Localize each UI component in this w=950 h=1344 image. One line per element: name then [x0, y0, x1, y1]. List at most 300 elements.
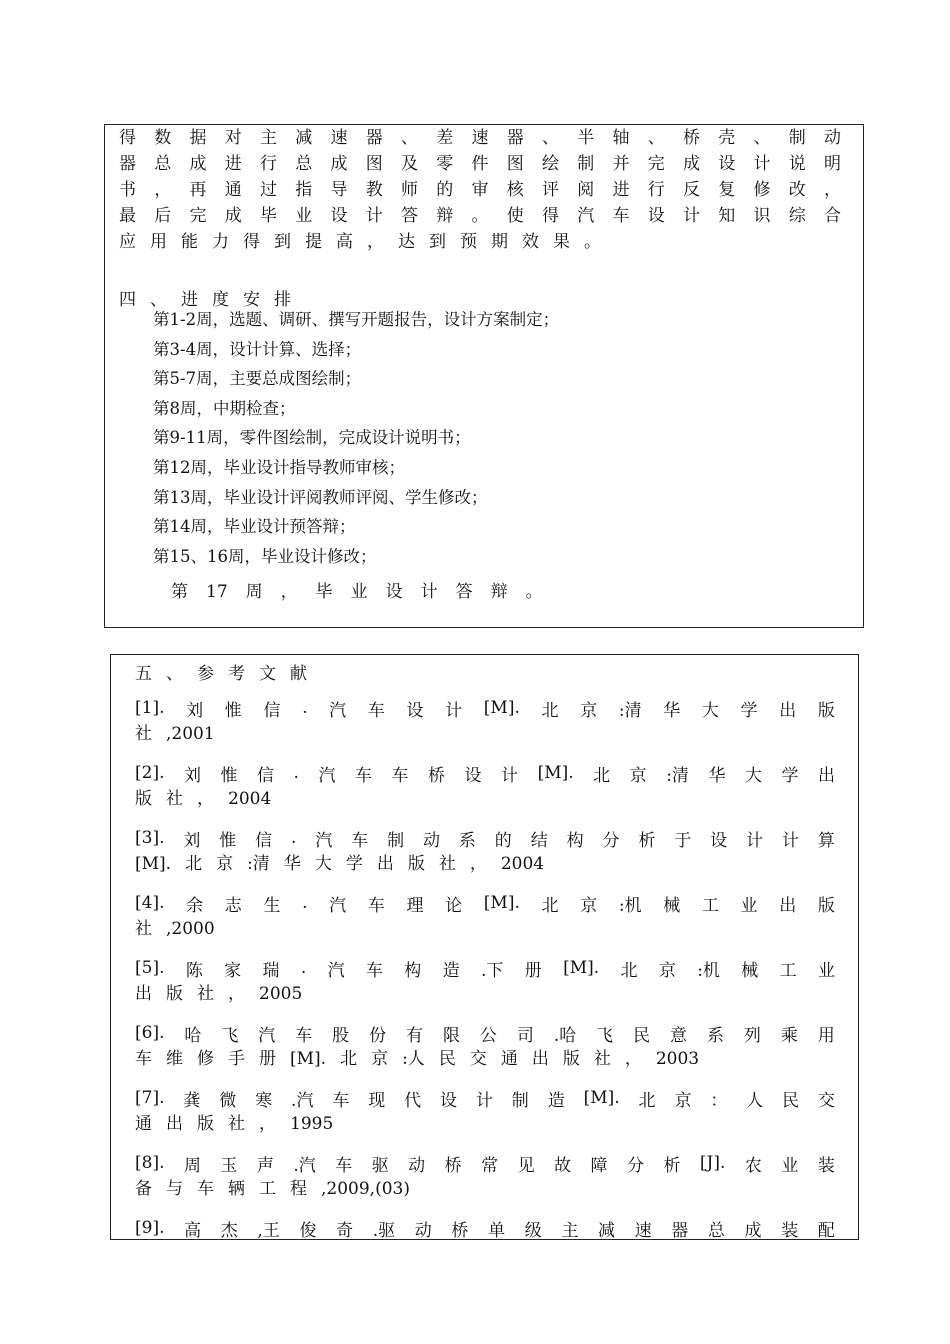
text-token: 速	[471, 128, 489, 148]
text-token: 出	[166, 1114, 183, 1134]
text-token: 车	[135, 1049, 152, 1069]
text-token: 乘	[780, 1025, 798, 1046]
text-token: 京	[580, 700, 598, 721]
text-token: 1995	[290, 1114, 334, 1134]
text-token: 工	[259, 1179, 276, 1199]
text-token: 2004	[228, 789, 272, 809]
text-token: 成	[189, 154, 207, 174]
text-token: 业	[295, 206, 313, 226]
text-token: 计	[683, 206, 700, 226]
reference-line	[135, 916, 835, 942]
text-token: 学	[740, 700, 758, 721]
reference-line	[135, 1020, 835, 1046]
text-token: [J].	[699, 1153, 726, 1173]
reference-line	[135, 1111, 835, 1137]
text-token: 得	[119, 128, 136, 148]
reference-line	[135, 695, 835, 721]
text-token: 京	[629, 765, 647, 786]
text-token: 华	[663, 700, 681, 721]
text-token: 完	[647, 154, 665, 174]
text-token: 系	[706, 1025, 724, 1046]
reference-line	[135, 851, 835, 877]
text-token: 手	[228, 1049, 245, 1069]
text-token: 陈	[185, 960, 203, 981]
reference-line	[135, 786, 835, 812]
reference-item	[135, 955, 835, 1007]
text-token: ，	[154, 180, 172, 200]
text-token: 预	[460, 232, 477, 252]
text-token: ,王	[257, 1220, 280, 1240]
text-token: 械	[663, 895, 681, 916]
text-token: ,2009,(03)	[321, 1179, 410, 1199]
text-token: 成	[224, 206, 242, 226]
text-token: 人	[746, 1090, 764, 1111]
text-token: [4].	[135, 893, 165, 913]
text-token: 玉	[220, 1155, 238, 1176]
text-token: 册	[524, 960, 542, 981]
text-token: 绘	[542, 154, 559, 174]
text-token: 辩	[436, 206, 454, 226]
text-token: 汽	[577, 206, 595, 226]
text-token: 轴	[612, 128, 630, 148]
text-token: .汽	[293, 1155, 316, 1176]
reference-line	[135, 981, 835, 1007]
text-token: 造	[442, 960, 460, 981]
text-token: 刘	[184, 765, 201, 786]
text-token: 动	[423, 830, 441, 851]
text-token: ，	[259, 1114, 276, 1134]
text-token: 行	[260, 154, 277, 174]
text-token: 出	[376, 854, 394, 874]
intro-line	[119, 151, 841, 177]
text-token: 民	[633, 1025, 651, 1046]
text-token: 装	[781, 1220, 799, 1240]
text-token: 力	[212, 232, 229, 252]
text-token: 总	[707, 1220, 725, 1240]
text-token: 核	[506, 180, 524, 200]
text-token: 公	[479, 1025, 497, 1046]
schedule-item: 第1-2周，选题、调研、撰写开题报告，设计方案制定；	[153, 310, 560, 329]
text-token: [M].	[537, 763, 574, 783]
schedule-item: 第9-11周，零件图绘制，完成设计说明书；	[153, 428, 471, 448]
text-token: 大	[701, 700, 719, 721]
reference-item	[135, 1085, 835, 1137]
reference-line	[135, 1046, 835, 1072]
text-token: 、	[401, 128, 418, 148]
text-token: 奇	[336, 1220, 354, 1240]
text-token: ，	[469, 854, 487, 874]
text-token: 辆	[228, 1179, 245, 1199]
text-token: 、	[542, 128, 559, 148]
text-token: 用	[150, 232, 167, 252]
text-token: 书	[119, 180, 136, 200]
text-token: 社	[166, 789, 183, 809]
text-token: 股	[332, 1025, 350, 1046]
text-token: 障	[590, 1155, 608, 1176]
text-token: 答	[455, 582, 473, 602]
text-token: 北	[541, 700, 559, 721]
text-token: ，	[280, 582, 298, 602]
text-token: 刘	[186, 700, 204, 721]
text-token: 华	[708, 765, 726, 786]
text-token: 修	[197, 1049, 214, 1069]
text-token: 民	[438, 1049, 456, 1069]
text-token: 知	[718, 206, 736, 226]
reference-line	[135, 1176, 835, 1202]
text-token: 制	[511, 1090, 529, 1111]
text-token: 周	[245, 582, 263, 602]
text-token: 桥	[428, 765, 446, 786]
text-token: 数	[154, 128, 172, 148]
text-token: .	[291, 828, 297, 848]
text-token: 车	[335, 1155, 353, 1176]
text-token: 高	[184, 1220, 202, 1240]
text-token: 计	[475, 1090, 493, 1111]
text-token: 杰	[220, 1220, 238, 1240]
text-token: 与	[166, 1179, 183, 1199]
reference-line	[135, 721, 835, 747]
text-token: 交	[818, 1090, 835, 1111]
text-token: 汽	[258, 1025, 276, 1046]
text-token: 社	[197, 984, 214, 1004]
text-token: 17	[206, 582, 228, 602]
schedule-item: 第12周，毕业设计指导教师审核；	[153, 457, 405, 477]
text-token: 理	[406, 895, 424, 916]
schedule-item: 第13周，毕业设计评阅教师评阅、学生修改；	[153, 487, 488, 507]
text-token: .哈	[553, 1025, 577, 1046]
text-token: [9].	[135, 1218, 165, 1238]
text-token: 进	[224, 154, 242, 174]
text-token: 教	[365, 180, 383, 200]
text-token: 出	[817, 765, 835, 786]
text-token: 说	[788, 154, 806, 174]
text-token: 出	[779, 895, 797, 916]
intro-line	[119, 177, 841, 203]
text-token: ，	[228, 984, 245, 1004]
text-token: 对	[224, 128, 242, 148]
text-token: 到	[429, 232, 446, 252]
text-token: 修	[753, 180, 771, 200]
reference-line	[135, 955, 835, 981]
text-token: 龚	[183, 1090, 201, 1111]
text-token: 半	[577, 128, 595, 148]
text-token: 社	[228, 1114, 245, 1134]
text-token: 京	[216, 854, 234, 874]
text-token: 动	[824, 128, 841, 148]
text-token: 使	[506, 206, 524, 226]
text-token: 北	[340, 1049, 358, 1069]
text-token: 2004	[500, 854, 545, 874]
text-token: 志	[224, 895, 242, 916]
text-token: 有	[406, 1025, 424, 1046]
text-token: 设	[440, 1090, 458, 1111]
text-token: .下	[480, 960, 504, 981]
text-token: 版	[562, 1049, 580, 1069]
text-token: 。	[584, 232, 601, 252]
text-token: 行	[647, 180, 665, 200]
text-token: ，	[197, 789, 214, 809]
text-token: 效	[522, 232, 539, 252]
text-token: 维	[166, 1049, 183, 1069]
text-token: 北	[593, 765, 611, 786]
text-token: 现	[368, 1090, 386, 1111]
text-token: [M].	[290, 1049, 327, 1069]
text-token: 出	[531, 1049, 549, 1069]
schedule-item: 第3-4周，设计计算、选择；	[153, 339, 362, 359]
text-token: 刘	[183, 830, 201, 851]
text-token: 设	[464, 765, 482, 786]
text-token: 制	[788, 128, 806, 148]
reference-line	[135, 1085, 835, 1111]
text-token: 工	[779, 960, 797, 981]
reference-item	[135, 890, 835, 942]
text-token: 减	[295, 128, 313, 148]
text-token: 北	[185, 854, 203, 874]
text-token: 单	[488, 1220, 506, 1240]
text-token: 总	[154, 154, 172, 174]
reference-line	[135, 825, 835, 851]
text-token: 及	[401, 154, 418, 174]
text-token: ，	[824, 180, 841, 200]
text-token: [M].	[135, 854, 172, 874]
text-token: 达	[398, 232, 415, 252]
text-token: 通	[224, 180, 242, 200]
text-token: 计	[365, 206, 383, 226]
schedule-item: 第5-7周，主要总成图绘制；	[153, 369, 362, 389]
text-token: 车	[365, 960, 383, 981]
text-token: 审	[471, 180, 489, 200]
text-token: 改	[788, 180, 806, 200]
text-token: 构	[404, 960, 422, 981]
text-token: 级	[524, 1220, 542, 1240]
text-token: 设	[647, 206, 665, 226]
text-token: 械	[741, 960, 759, 981]
text-token: 京	[674, 1090, 692, 1111]
text-token: 程	[290, 1179, 307, 1199]
reference-line	[135, 1215, 835, 1240]
text-token: 业	[350, 582, 368, 602]
text-token: 京	[658, 960, 676, 981]
text-token: 反	[683, 180, 700, 200]
schedule-title: 四、进度安排	[119, 290, 305, 310]
text-token: 成	[744, 1220, 762, 1240]
text-token: 答	[401, 206, 418, 226]
text-token: 华	[283, 854, 301, 874]
text-token: 提	[305, 232, 322, 252]
text-token: 大	[744, 765, 762, 786]
text-token: 北	[620, 960, 638, 981]
text-token: 汽	[315, 830, 333, 851]
text-token: 出	[779, 700, 797, 721]
text-token: 算	[817, 830, 835, 851]
text-token: 复	[718, 180, 736, 200]
text-token: 计	[420, 582, 438, 602]
text-token: 桥	[683, 128, 700, 148]
reference-item	[135, 695, 835, 747]
text-token: 驱	[371, 1155, 389, 1176]
text-token: 设	[406, 700, 424, 721]
text-token: 合	[824, 206, 841, 226]
references-box	[110, 654, 859, 1240]
text-token: ，	[624, 1049, 642, 1069]
text-token: 进	[612, 180, 630, 200]
reference-line	[135, 760, 835, 786]
text-token: 成	[330, 154, 348, 174]
intro-line	[119, 125, 841, 151]
schedule-item: 第15、16周，毕业设计修改；	[153, 546, 377, 566]
reference-item	[135, 825, 835, 877]
text-token: .驱	[372, 1220, 396, 1240]
text-token: 份	[369, 1025, 387, 1046]
text-token: 京	[580, 895, 598, 916]
references-title: 五、参考文献	[135, 664, 321, 684]
text-token: :清	[618, 700, 642, 721]
text-token: 析	[638, 830, 656, 851]
text-token: 意	[670, 1025, 688, 1046]
text-token: 图	[506, 154, 524, 174]
text-token: 设	[710, 830, 728, 851]
text-token: 2005	[259, 984, 303, 1004]
text-token: 声	[256, 1155, 274, 1176]
text-token: 、	[647, 128, 665, 148]
text-token: 惟	[219, 830, 237, 851]
text-token: 桥	[444, 1155, 462, 1176]
text-token: 并	[612, 154, 630, 174]
text-token: 毕	[260, 206, 277, 226]
text-token: 师	[401, 180, 418, 200]
text-token: 学	[781, 765, 799, 786]
text-token: 评	[542, 180, 559, 200]
text-token: 车	[197, 1179, 214, 1199]
text-token: 减	[597, 1220, 615, 1240]
text-token: 交	[469, 1049, 487, 1069]
text-token: 常	[481, 1155, 499, 1176]
text-token: 、	[753, 128, 771, 148]
text-token: 第	[171, 582, 188, 602]
text-token: 综	[788, 206, 806, 226]
intro-last-line	[119, 229, 841, 255]
text-token: 寒	[255, 1090, 273, 1111]
text-token: 总	[295, 154, 313, 174]
text-token: 系	[458, 830, 476, 851]
text-token: 业	[740, 895, 758, 916]
text-token: 民	[782, 1090, 800, 1111]
text-token: 家	[224, 960, 242, 981]
text-token: 车	[295, 1025, 313, 1046]
text-token: 识	[753, 206, 771, 226]
text-token: 的	[436, 180, 454, 200]
text-token: 明	[824, 154, 841, 174]
text-token: 动	[414, 1220, 432, 1240]
text-token: 见	[517, 1155, 535, 1176]
text-token: 器	[506, 128, 524, 148]
text-token: :机	[697, 960, 720, 981]
text-token: :清	[666, 765, 689, 786]
text-token: 版	[817, 895, 835, 916]
text-token: 导	[330, 180, 348, 200]
text-token: 学	[345, 854, 363, 874]
text-token: 汽	[329, 700, 347, 721]
reference-item	[135, 1150, 835, 1202]
text-token: 社	[593, 1049, 611, 1069]
text-token: 版	[407, 854, 425, 874]
text-token: .	[293, 763, 299, 783]
text-token: 社	[135, 724, 152, 744]
text-token: [M].	[483, 698, 520, 718]
text-token: .	[302, 893, 308, 913]
text-token: 速	[634, 1220, 652, 1240]
text-token: 制	[577, 154, 595, 174]
text-token: .	[302, 698, 308, 718]
text-token: 零	[436, 154, 454, 174]
text-token: 主	[260, 128, 277, 148]
text-token: 于	[674, 830, 692, 851]
text-token: [M].	[483, 893, 520, 913]
reference-item	[135, 760, 835, 812]
schedule-item: 第8周，中期检查；	[153, 398, 296, 418]
text-token: 业	[781, 1155, 799, 1176]
text-token: .汽	[291, 1090, 314, 1111]
text-token: 件	[471, 154, 489, 174]
text-token: 壳	[718, 128, 736, 148]
text-token: 结	[530, 830, 548, 851]
text-token: 最	[119, 206, 136, 226]
text-token: 微	[219, 1090, 237, 1111]
text-token: [2].	[135, 763, 165, 783]
text-token: 车	[391, 765, 409, 786]
text-token: [M].	[563, 958, 600, 978]
text-token: 的	[494, 830, 512, 851]
text-token: 能	[181, 232, 198, 252]
text-token: 汽	[329, 895, 347, 916]
text-token: 果	[553, 232, 570, 252]
text-token: [M].	[583, 1088, 620, 1108]
text-token: 设	[385, 582, 403, 602]
text-token: 后	[154, 206, 172, 226]
text-token: 北	[541, 895, 559, 916]
text-token: 得	[243, 232, 260, 252]
text-token: 。	[525, 582, 543, 602]
text-token: 通	[500, 1049, 518, 1069]
text-token: 分	[626, 1155, 644, 1176]
text-token: 器	[119, 154, 136, 174]
text-token: ,2001	[166, 724, 215, 744]
text-token: [1].	[135, 698, 165, 718]
text-token: 用	[817, 1025, 835, 1046]
text-token: :机	[618, 895, 642, 916]
text-token: 期	[491, 232, 508, 252]
text-token: 信	[263, 700, 281, 721]
text-token: 社	[438, 854, 456, 874]
text-token: 车	[612, 206, 630, 226]
schedule-list	[153, 305, 559, 571]
text-token: 版	[135, 789, 152, 809]
text-token: 京	[371, 1049, 389, 1069]
text-token: 过	[260, 180, 277, 200]
text-token: 构	[566, 830, 584, 851]
text-token: [7].	[135, 1088, 165, 1108]
text-token: 桥	[451, 1220, 469, 1240]
text-token: 出	[135, 984, 152, 1004]
text-token: [3].	[135, 828, 165, 848]
text-token: 到	[274, 232, 291, 252]
text-token: 北	[638, 1090, 656, 1111]
text-token: 车	[351, 830, 369, 851]
text-token: 主	[561, 1220, 579, 1240]
text-token: 得	[542, 206, 559, 226]
task-box	[104, 124, 864, 628]
text-token: 版	[197, 1114, 214, 1134]
